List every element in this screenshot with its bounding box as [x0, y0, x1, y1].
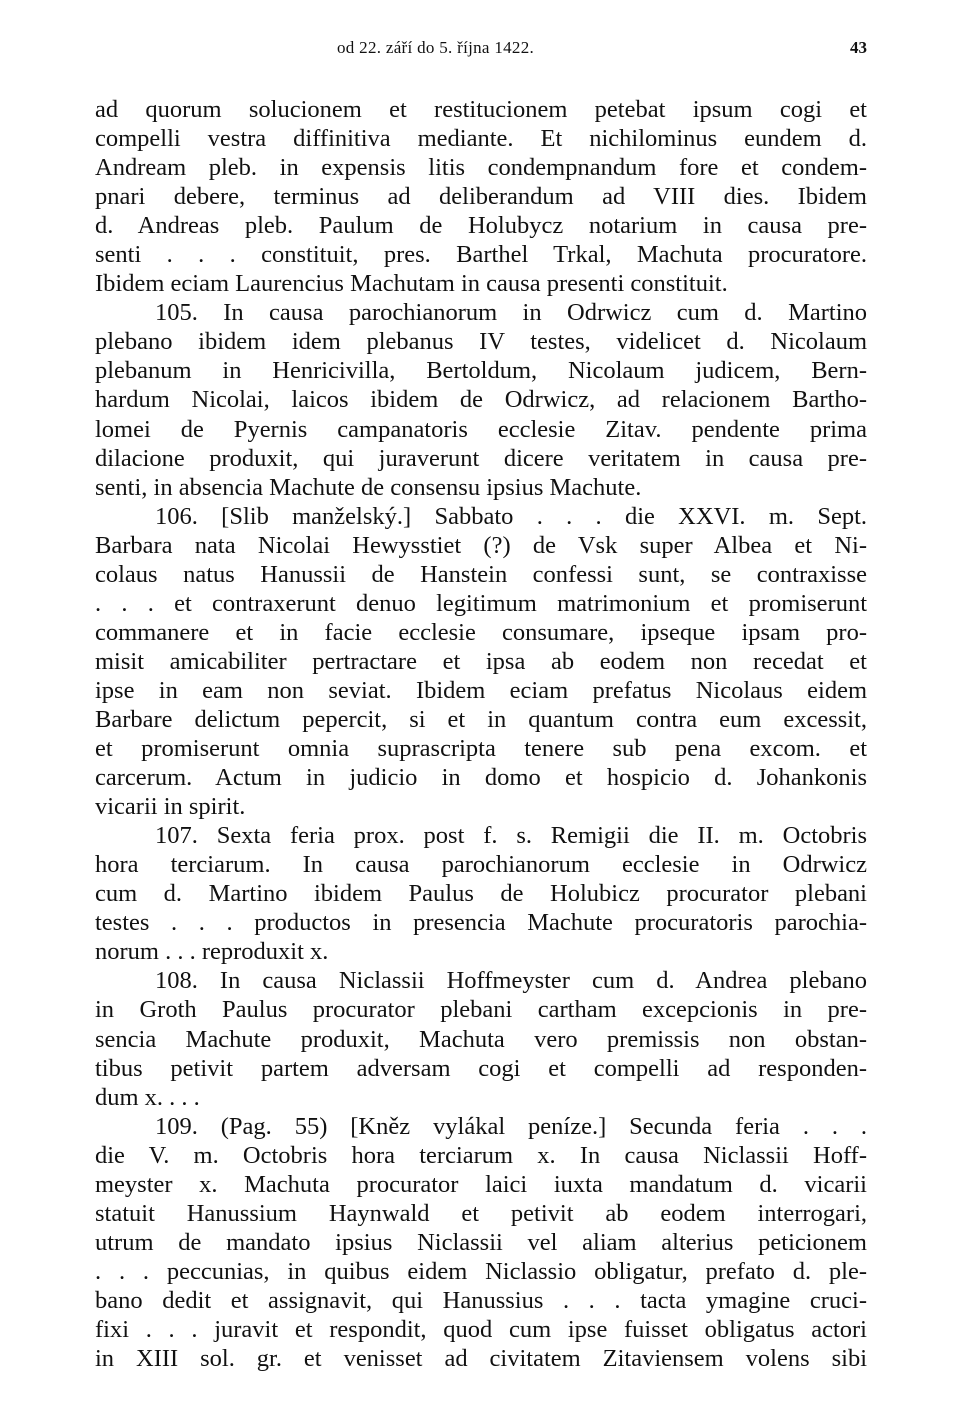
text-line: utrum de mandato ipsius Niclassii vel aliam alterius peticionem [95, 1228, 867, 1256]
text-line: meyster x. Machuta procurator laici iuxta mandatum d. vicarii [95, 1170, 867, 1198]
text-line: fixi . . . juravit et respondit, quod cum ipse fuisset obligatus actori [95, 1315, 867, 1343]
running-head: od 22. září do 5. října 1422. [337, 38, 535, 57]
text-line: lomei de Pyernis campanatoris ecclesie Zitav. pendente prima [95, 415, 867, 443]
text-line: Andream pleb. in expensis litis condempnandum fore et condem- [95, 154, 867, 182]
text-line: testes . . . productos in presencia Machute procuratoris parochia- [95, 909, 867, 937]
text-line: in Groth Paulus procurator plebani cartham excepcionis in pre- [95, 996, 867, 1024]
paragraph-105-start: 105. In causa parochianorum in Odrwicz cum d. Martino [155, 299, 867, 327]
text-line: senti, in absencia Machute de consensu ipsius Machute. [95, 473, 642, 501]
text-line: carcerum. Actum in judicio in domo et hospicio d. Johankonis [95, 764, 867, 792]
text-line: statuit Hanussium Haynwald et petivit ab eodem interrogari, [95, 1199, 867, 1227]
text-line: in XIII sol. gr. et venisset ad civitatem Zitaviensem volens sibi [95, 1345, 867, 1373]
text-line: senti . . . constituit, pres. Barthel Trkal, Machuta procuratore. [95, 241, 867, 269]
text-line: dum x. . . . [95, 1083, 200, 1111]
text-line: hora terciarum. In causa parochianorum ecclesie in Odrwicz [95, 851, 867, 879]
text-line: plebano ibidem idem plebanus IV testes, videlicet d. Nicolaum [95, 328, 867, 356]
text-line: . . . et contraxerunt denuo legitimum matrimonium et promiserunt [95, 589, 867, 617]
text-line: compelli vestra diffinitiva mediante. Et nichilominus eundem d. [95, 125, 867, 153]
document-page [95, 0, 867, 1424]
text-line: norum . . . reproduxit x. [95, 938, 329, 966]
text-line: Barbare delictum pepercit, si et in quantum contra eum excessit, [95, 705, 867, 733]
text-line: colaus natus Hanussii de Hanstein confessi sunt, se contraxisse [95, 560, 867, 588]
text-line: pnari debere, terminus ad deliberandum ad VIII dies. Ibidem [95, 183, 867, 211]
text-line: hardum Nicolai, laicos ibidem de Odrwicz, ad relacionem Bartho- [95, 386, 867, 414]
text-line: vicarii in spirit. [95, 793, 246, 821]
text-line: plebanum in Henricivilla, Bertoldum, Nicolaum judicem, Bern- [95, 357, 867, 385]
text-line: Ibidem eciam Laurencius Machutam in causa presenti constituit. [95, 270, 728, 298]
text-line: ad quorum solucionem et restitucionem petebat ipsum cogi et [95, 96, 867, 123]
text-line: sencia Machute produxit, Machuta vero premissis non obstan- [95, 1025, 867, 1053]
text-line: bano dedit et assignavit, qui Hanussius . . . tacta ymagine cruci- [95, 1286, 867, 1314]
text-line: d. Andreas pleb. Paulum de Holubycz notarium in causa pre- [95, 212, 867, 240]
paragraph-107-start: 107. Sexta feria prox. post f. s. Remigii die II. m. Octobris [155, 822, 867, 850]
text-line: tibus petivit partem adversam cogi et compelli ad responden- [95, 1054, 867, 1082]
text-line: commanere et in facie ecclesie consumare, ipseque ipsam pro- [95, 618, 867, 646]
body-text [95, 95, 867, 1373]
text-line: ipse in eam non seviat. Ibidem eciam prefatus Nicolaus eidem [95, 676, 867, 704]
paragraph-108-start: 108. In causa Niclassii Hoffmeyster cum d. Andrea plebano [155, 967, 867, 995]
text-line: Barbara nata Nicolai Hewysstiet (?) de Vsk super Albea et Ni- [95, 531, 867, 559]
text-line: misit amicabiliter pertractare et ipsa ab eodem non recedat et [95, 647, 867, 675]
text-line: dilacione produxit, qui juraverunt dicere veritatem in causa pre- [95, 444, 867, 472]
paragraph-106-start: 106. [Slib manželský.] Sabbato . . . die XXVI. m. Sept. [155, 502, 867, 530]
text-line: cum d. Martino ibidem Paulus de Holubicz procurator plebani [95, 880, 867, 908]
paragraph-109-start: 109. (Pag. 55) [Kněz vylákal peníze.] Secunda feria . . . [155, 1112, 867, 1140]
text-line: . . . peccunias, in quibus eidem Niclassio obligatur, prefato d. ple- [95, 1257, 867, 1285]
text-line: et promiserunt omnia suprascripta tenere sub pena excom. et [95, 735, 867, 763]
text-line: die V. m. Octobris hora terciarum x. In causa Niclassii Hoff- [95, 1141, 867, 1169]
page-header [95, 36, 867, 66]
page-number: 43 [850, 38, 867, 57]
